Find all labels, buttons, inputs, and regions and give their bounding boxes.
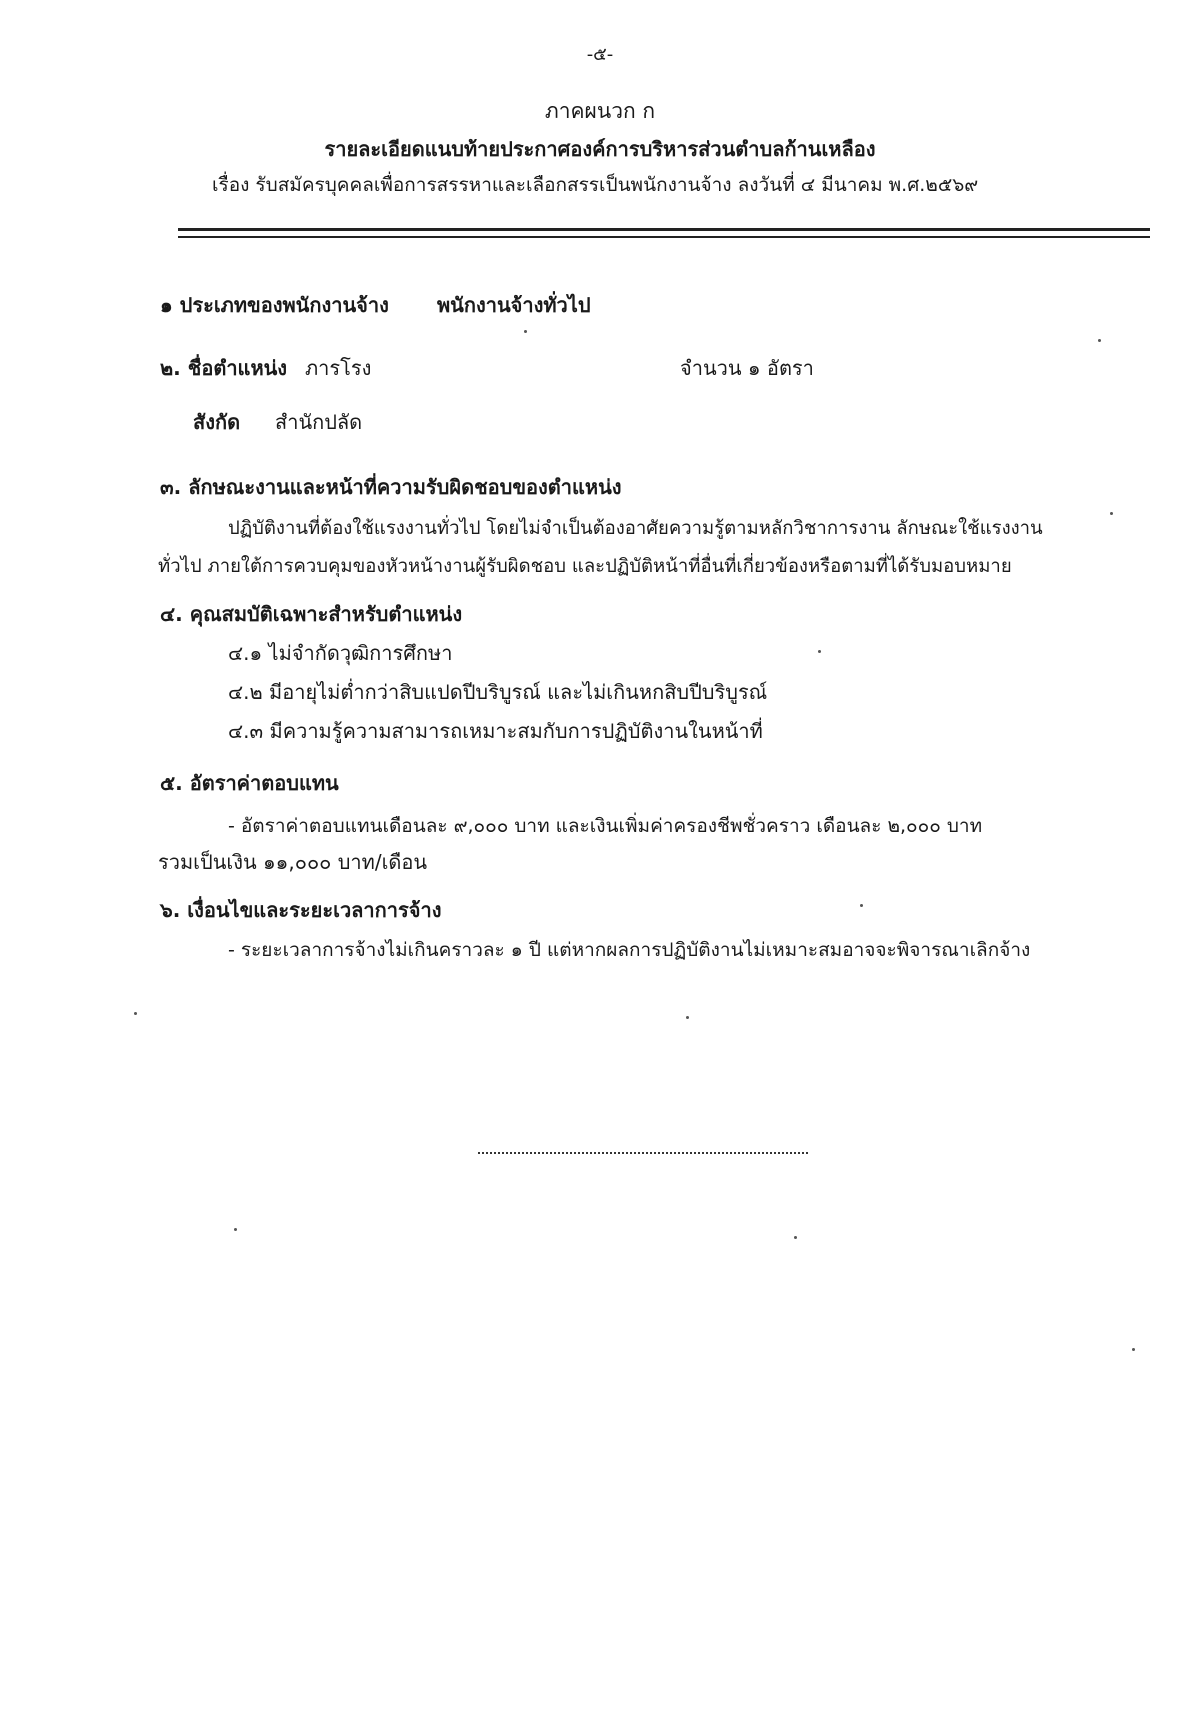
header-rule-bottom bbox=[178, 236, 1150, 238]
section5-line1: - อัตราค่าตอบแทนเดือนละ ๙,๐๐๐ บาท และเงินเพิ่มค่าครองชีพชั่วคราว เดือนละ ๒,๐๐๐ บาท bbox=[228, 815, 983, 837]
section6-heading: ๖. เงื่อนไขและระยะเวลาการจ้าง bbox=[160, 898, 442, 922]
scan-speck bbox=[860, 904, 863, 907]
section4-item-3: ๔.๓ มีความรู้ความสามารถเหมาะสมกับการปฏิบัติงานในหน้าที่ bbox=[228, 719, 763, 743]
document-subject: เรื่อง รับสมัครบุคคลเพื่อการสรรหาและเลือกสรรเป็นพนักงานจ้าง ลงวันที่ ๔ มีนาคม พ.ศ.๒๕๖๙ bbox=[212, 174, 979, 196]
section3-line1: ปฏิบัติงานที่ต้องใช้แรงงานทั่วไป โดยไม่จำเป็นต้องอาศัยความรู้ตามหลักวิชาการงาน ลักษณะใช้แรงงาน bbox=[228, 518, 1043, 539]
scan-speck bbox=[794, 1236, 797, 1239]
section3-line2: ทั่วไป ภายใต้การควบคุมของหัวหน้างานผู้รับผิดชอบ และปฏิบัติหน้าที่อื่นที่เกี่ยวข้องหรือตามที่ได้รับมอบหมาย bbox=[158, 556, 1012, 577]
affiliation-value: สำนักปลัด bbox=[275, 410, 363, 434]
section4-item-1: ๔.๑ ไม่จำกัดวุฒิการศึกษา bbox=[228, 641, 453, 665]
section2-heading: ๒. ชื่อตำแหน่ง bbox=[160, 356, 288, 380]
position-count: จำนวน ๑ อัตรา bbox=[680, 356, 814, 380]
scan-speck bbox=[1110, 512, 1113, 515]
section5-heading: ๕. อัตราค่าตอบแทน bbox=[160, 771, 339, 795]
scan-speck bbox=[134, 1012, 137, 1015]
scan-speck bbox=[818, 650, 821, 653]
header-rule-top bbox=[178, 228, 1150, 231]
scan-speck bbox=[234, 1228, 237, 1231]
page-number: -๕- bbox=[586, 44, 614, 65]
section1-heading: ๑ ประเภทของพนักงานจ้าง bbox=[160, 293, 389, 317]
scan-speck bbox=[1132, 1348, 1135, 1351]
end-separator bbox=[478, 1152, 808, 1154]
document-title: รายละเอียดแนบท้ายประกาศองค์การบริหารส่วนตำบลก้านเหลือง bbox=[324, 137, 876, 161]
affiliation-label: สังกัด bbox=[193, 410, 241, 434]
scan-speck bbox=[524, 330, 527, 333]
section4-item-2: ๔.๒ มีอายุไม่ต่ำกว่าสิบแปดปีบริบูรณ์ และไม่เกินหกสิบปีบริบูรณ์ bbox=[228, 680, 768, 704]
position-name: ภารโรง bbox=[305, 356, 372, 380]
section6-line1: - ระยะเวลาการจ้างไม่เกินคราวละ ๑ ปี แต่หากผลการปฏิบัติงานไม่เหมาะสมอาจจะพิจารณาเลิกจ้าง bbox=[228, 939, 1031, 961]
section1-value: พนักงานจ้างทั่วไป bbox=[437, 293, 591, 317]
scan-speck bbox=[1098, 339, 1101, 342]
scan-speck bbox=[686, 1016, 689, 1019]
section3-heading: ๓. ลักษณะงานและหน้าที่ความรับผิดชอบของตำแหน่ง bbox=[160, 475, 622, 499]
section4-heading: ๔. คุณสมบัติเฉพาะสำหรับตำแหน่ง bbox=[160, 602, 463, 626]
appendix-title: ภาคผนวก ก bbox=[544, 99, 656, 123]
section5-line2: รวมเป็นเงิน ๑๑,๐๐๐ บาท/เดือน bbox=[158, 850, 428, 874]
